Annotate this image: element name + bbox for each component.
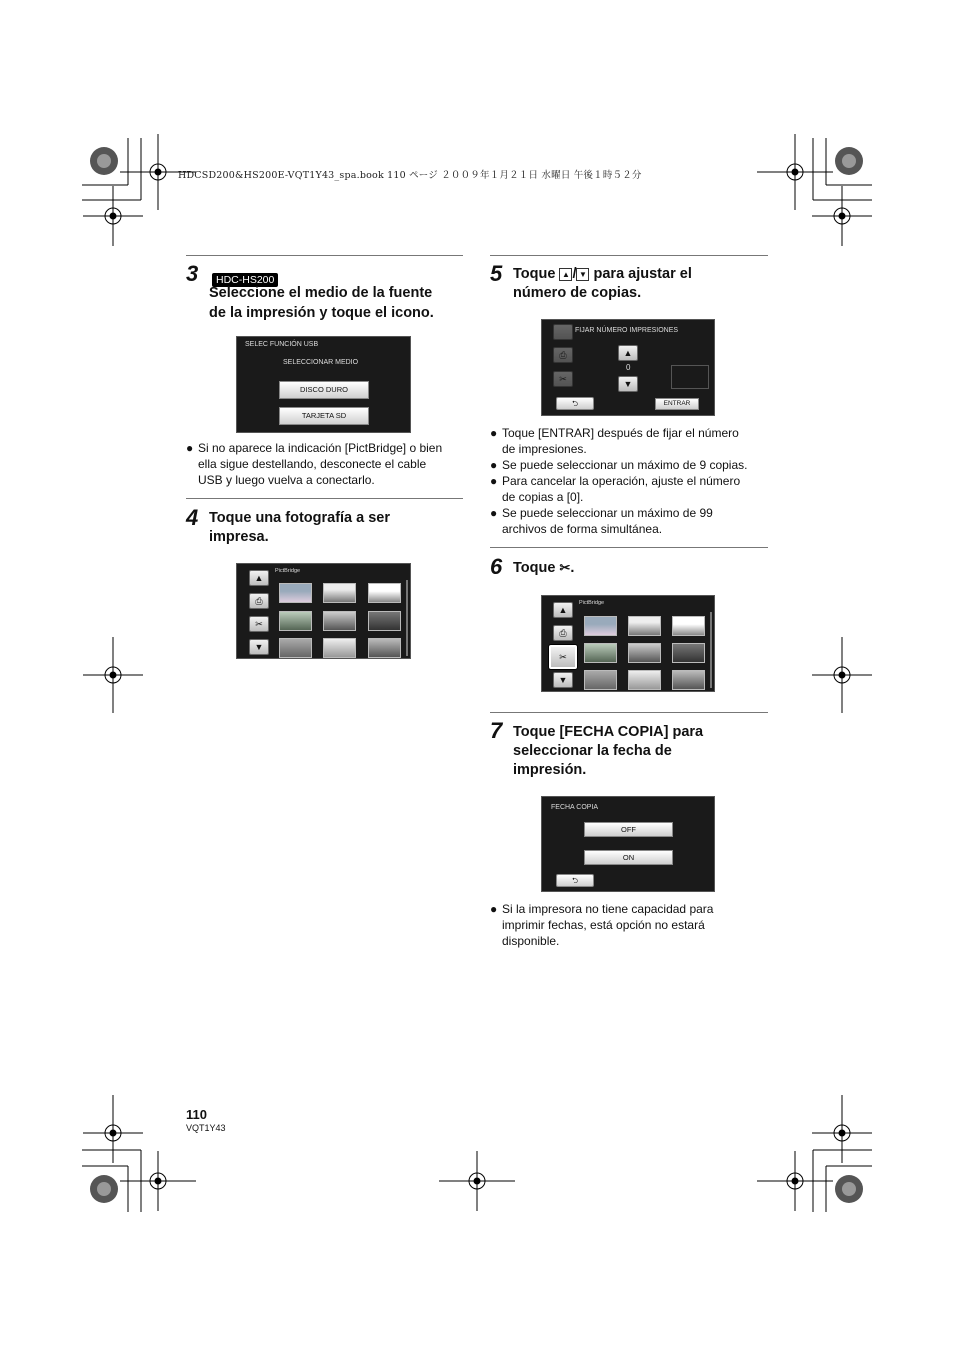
step5-number: 5 — [490, 261, 503, 286]
step7-line1: Toque [FECHA COPIA] para — [513, 724, 704, 740]
tools-button[interactable] — [249, 616, 269, 632]
step3-number: 3 — [186, 261, 199, 286]
step7-bullet — [490, 901, 770, 951]
photo-thumbnail[interactable] — [628, 643, 661, 663]
step5-bullet-4 — [490, 505, 770, 537]
bullet-line: de impresiones. — [502, 442, 587, 456]
pictbridge-screen-1 — [236, 563, 411, 659]
up-arrow-icon: ▲ — [559, 268, 572, 281]
back-icon: ⮌ — [571, 876, 578, 885]
screen-title: FIJAR NÚMERO IMPRESIONES — [575, 327, 679, 334]
print-icon: ⎙ — [559, 628, 567, 638]
pictbridge-label: PictBridge — [579, 600, 605, 606]
photo-thumbnail[interactable] — [368, 611, 401, 631]
print-icon: ⎙ — [255, 596, 263, 606]
photo-thumbnail[interactable] — [279, 611, 312, 631]
print-button[interactable] — [249, 593, 269, 609]
bullet-line: disponible. — [502, 934, 560, 948]
step3-line2: de la impresión y toque el icono. — [209, 305, 434, 321]
photo-thumbnail[interactable] — [279, 583, 312, 603]
page-number: 110 — [186, 1107, 207, 1122]
bullet-line: imprimir fechas, está opción no estará — [502, 918, 705, 932]
usb-function-screen — [236, 336, 411, 433]
print-count-screen — [541, 319, 715, 416]
tools-icon: ✂ — [255, 619, 263, 629]
up-icon: ▲ — [623, 348, 633, 358]
back-button[interactable] — [556, 874, 594, 887]
print-count-value: 0 — [626, 363, 631, 372]
disabled-side-button — [553, 324, 573, 340]
step4-line2: impresa. — [209, 529, 269, 545]
step3-bullet — [186, 440, 466, 490]
scrollbar[interactable] — [406, 580, 408, 656]
scroll-up-button[interactable] — [249, 570, 269, 586]
step6-text: Toque — [513, 560, 556, 576]
step6-period: . — [570, 560, 575, 576]
tools-icon: ✂ — [559, 652, 567, 662]
up-icon: ▲ — [254, 573, 264, 583]
bullet-dot: ● — [490, 506, 498, 520]
down-icon: ▼ — [558, 675, 568, 685]
photo-thumbnail[interactable] — [584, 670, 617, 690]
bullet-dot: ● — [490, 902, 498, 916]
photo-thumbnail[interactable] — [368, 583, 401, 603]
back-icon: ⮌ — [571, 399, 578, 408]
down-icon: ▼ — [254, 642, 264, 652]
tools-icon: ✂ — [559, 374, 567, 384]
step7-number: 7 — [490, 718, 503, 743]
bullet-dot: ● — [186, 441, 194, 455]
date-off-button[interactable]: OFF — [584, 822, 673, 837]
step6-line — [513, 558, 574, 579]
photo-thumbnail[interactable] — [672, 670, 705, 690]
count-up-button[interactable] — [618, 345, 638, 361]
photo-thumbnail[interactable] — [368, 638, 401, 658]
photo-thumbnail[interactable] — [323, 611, 356, 631]
bullet-dot: ● — [490, 426, 498, 440]
step5-rule — [490, 255, 768, 256]
step5-line2: número de copias. — [513, 285, 642, 301]
print-icon: ⎙ — [559, 350, 567, 360]
bullet-line: Se puede seleccionar un máximo de 9 copias. — [502, 458, 748, 472]
photo-thumbnail[interactable] — [279, 638, 312, 658]
screen-title: SELEC FUNCIÓN USB — [245, 341, 319, 348]
bullet-line: Si no aparece la indicación [PictBridge] o bien — [198, 441, 443, 455]
enter-button[interactable]: ENTRAR — [655, 398, 699, 410]
photo-thumbnail[interactable] — [323, 583, 356, 603]
photo-thumbnail[interactable] — [323, 638, 356, 658]
bullet-line: USB y luego vuelva a conectarlo. — [198, 473, 375, 487]
step5-text-a: Toque — [513, 266, 556, 282]
photo-thumbnail[interactable] — [628, 616, 661, 636]
scroll-up-button[interactable] — [553, 602, 573, 618]
screen-title: FECHA COPIA — [551, 804, 599, 811]
step7-line2: seleccionar la fecha de — [513, 743, 672, 759]
step4-number: 4 — [186, 505, 199, 530]
step5-bullet-2 — [490, 457, 770, 473]
step5-bullet-1 — [490, 425, 770, 457]
step6-number: 6 — [490, 554, 503, 579]
tools-button-highlighted[interactable] — [549, 645, 577, 669]
down-icon: ▼ — [623, 379, 633, 389]
scroll-down-button[interactable] — [553, 672, 573, 688]
bullet-line: archivos de forma simultánea. — [502, 522, 663, 536]
model-badge: HDC-HS200 — [212, 273, 278, 287]
scroll-down-button[interactable] — [249, 639, 269, 655]
step3-rule — [186, 255, 463, 256]
step4-rule — [186, 498, 463, 499]
up-icon: ▲ — [558, 605, 568, 615]
step3-line1: Seleccione el medio de la fuente — [209, 285, 433, 301]
photo-thumbnail[interactable] — [672, 616, 705, 636]
screen-subtitle: SELECCIONAR MEDIO — [283, 359, 359, 366]
document-code: VQT1Y43 — [186, 1123, 226, 1133]
step7-rule — [490, 712, 768, 713]
sd-card-button[interactable]: TARJETA SD — [279, 407, 369, 425]
bullet-dot: ● — [490, 458, 498, 472]
hard-disk-button[interactable]: DISCO DURO — [279, 381, 369, 399]
back-button[interactable] — [556, 397, 594, 410]
step5-line1 — [513, 265, 692, 285]
step7-line3: impresión. — [513, 762, 587, 778]
count-down-button[interactable] — [618, 376, 638, 392]
pictbridge-screen-2 — [541, 595, 715, 692]
bullet-dot: ● — [490, 474, 498, 488]
print-button[interactable] — [553, 625, 573, 641]
step5-separator: / — [572, 266, 577, 282]
bullet-line: Toque [ENTRAR] después de fijar el número — [502, 426, 739, 440]
down-arrow-icon: ▼ — [576, 268, 589, 281]
photo-thumbnail[interactable] — [628, 670, 661, 690]
print-header: HDCSD200&HS200E-VQT1Y43_spa.book 110 ページ ２００９年１月２１日 水曜日 午後１時５２分 — [178, 170, 642, 181]
pictbridge-label: PictBridge — [275, 568, 301, 574]
bullet-line: ella sigue destellando, desconecte el cable — [198, 457, 427, 471]
date-on-button[interactable]: ON — [584, 850, 673, 865]
bullet-line: de copias a [0]. — [502, 490, 584, 504]
step5-text-b: para ajustar el — [593, 266, 692, 282]
tools-icon: ✂ — [559, 560, 571, 575]
photo-thumbnail[interactable] — [584, 616, 617, 636]
step5-bullet-3 — [490, 473, 770, 505]
print-date-screen — [541, 796, 715, 892]
step6-rule — [490, 547, 768, 548]
photo-thumbnail[interactable] — [672, 643, 705, 663]
bullet-line: Para cancelar la operación, ajuste el número — [502, 474, 741, 488]
scrollbar[interactable] — [710, 612, 712, 688]
print-button — [553, 347, 573, 363]
bullet-line: Se puede seleccionar un máximo de 99 — [502, 506, 713, 520]
bullet-line: Si la impresora no tiene capacidad para — [502, 902, 714, 916]
tools-button — [553, 371, 573, 387]
preview-frame — [671, 365, 709, 389]
step4-line1: Toque una fotografía a ser — [209, 510, 391, 526]
photo-thumbnail[interactable] — [584, 643, 617, 663]
